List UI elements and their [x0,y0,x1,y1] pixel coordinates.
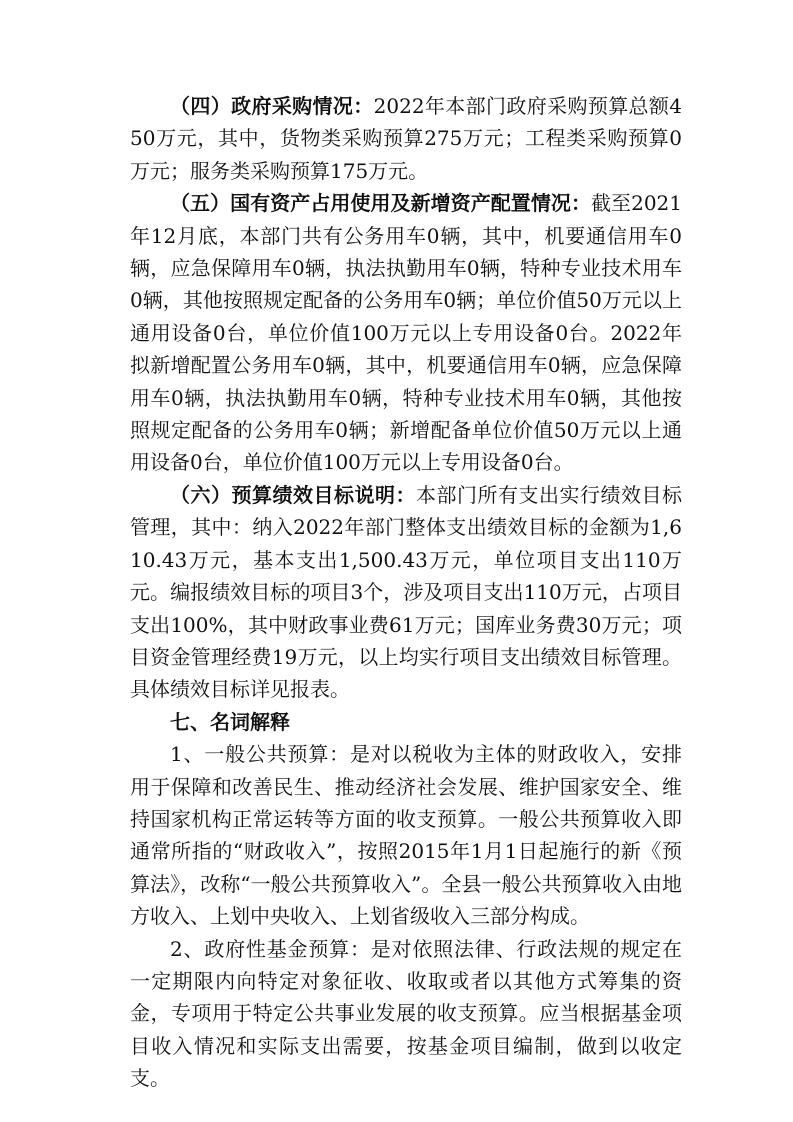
procurement-paragraph [130,90,682,187]
performance-body: 本部门所有支出实行绩效目标管理，其中：纳入2022年部门整体支出绩效目标的金额为1,610.43万元，基本支出1,500.43万元，单位项目支出110万元。编报绩效目标的项目3个，涉及项目支出110万元，占项目支出100%，其中财政事业费61万元；国库业务费30万元；项目资金管理经费19万元，以上均实行项目支出绩效目标管理。具体绩效目标详见报表。 [130,482,682,702]
glossary-item-fund-budget: 2、政府性基金预算：是对依照法律、行政法规的规定在一定期限内向特定对象征收、收取或者以其他方式筹集的资金，专项用于特定公共事业发展的收支预算。应当根据基金项目收入情况和实际支出需要，按基金项目编制，做到以收定支。 [130,936,682,1091]
procurement-heading: （四）政府采购情况： [170,94,374,118]
glossary-item-general-budget: 1、一般公共预算：是对以税收为主体的财政收入，安排用于保障和改善民生、推动经济社会发展、维护国家安全、维持国家机构正常运转等方面的收支预算。一般公共预算收入即通常所指的“财政收入”，按照2015年1月1日起施行的新《预算法》，改称“一般公共预算收入”。全县一般公共预算收入由地方收入、上划中央收入、上划省级收入三部分构成。 [130,742,682,929]
performance-heading: （六）预算绩效目标说明： [170,482,416,507]
performance-paragraph [130,479,682,706]
document-page [130,90,682,1095]
assets-body: 截至2021年12月底，本部门共有公务用车0辆，其中，机要通信用车0辆，应急保障用车0辆，执法执勤用车0辆，特种专业技术用车0辆，其他按照规定配备的公务用车0辆；单位价值50万元以上通用设备0台，单位价值100万元以上专用设备0台。2022年拟新增配置公务用车0辆，其中，机要通信用车0辆，应急保障用车0辆，执法执勤用车0辆，特种专业技术用车0辆，其他按照规定配备的公务用车0辆；新增配备单位价值50万元以上通用设备0台，单位价值100万元以上专用设备0台。 [130,191,682,475]
procurement-body: 2022年本部门政府采购预算总额450万元，其中，货物类采购预算275万元；工程类采购预算0万元；服务类采购预算175万元。 [130,94,683,183]
assets-heading: （五）国有资产占用使用及新增资产配置情况： [170,191,591,216]
assets-paragraph [130,187,682,479]
glossary-title: 七、名词解释 [170,709,290,734]
